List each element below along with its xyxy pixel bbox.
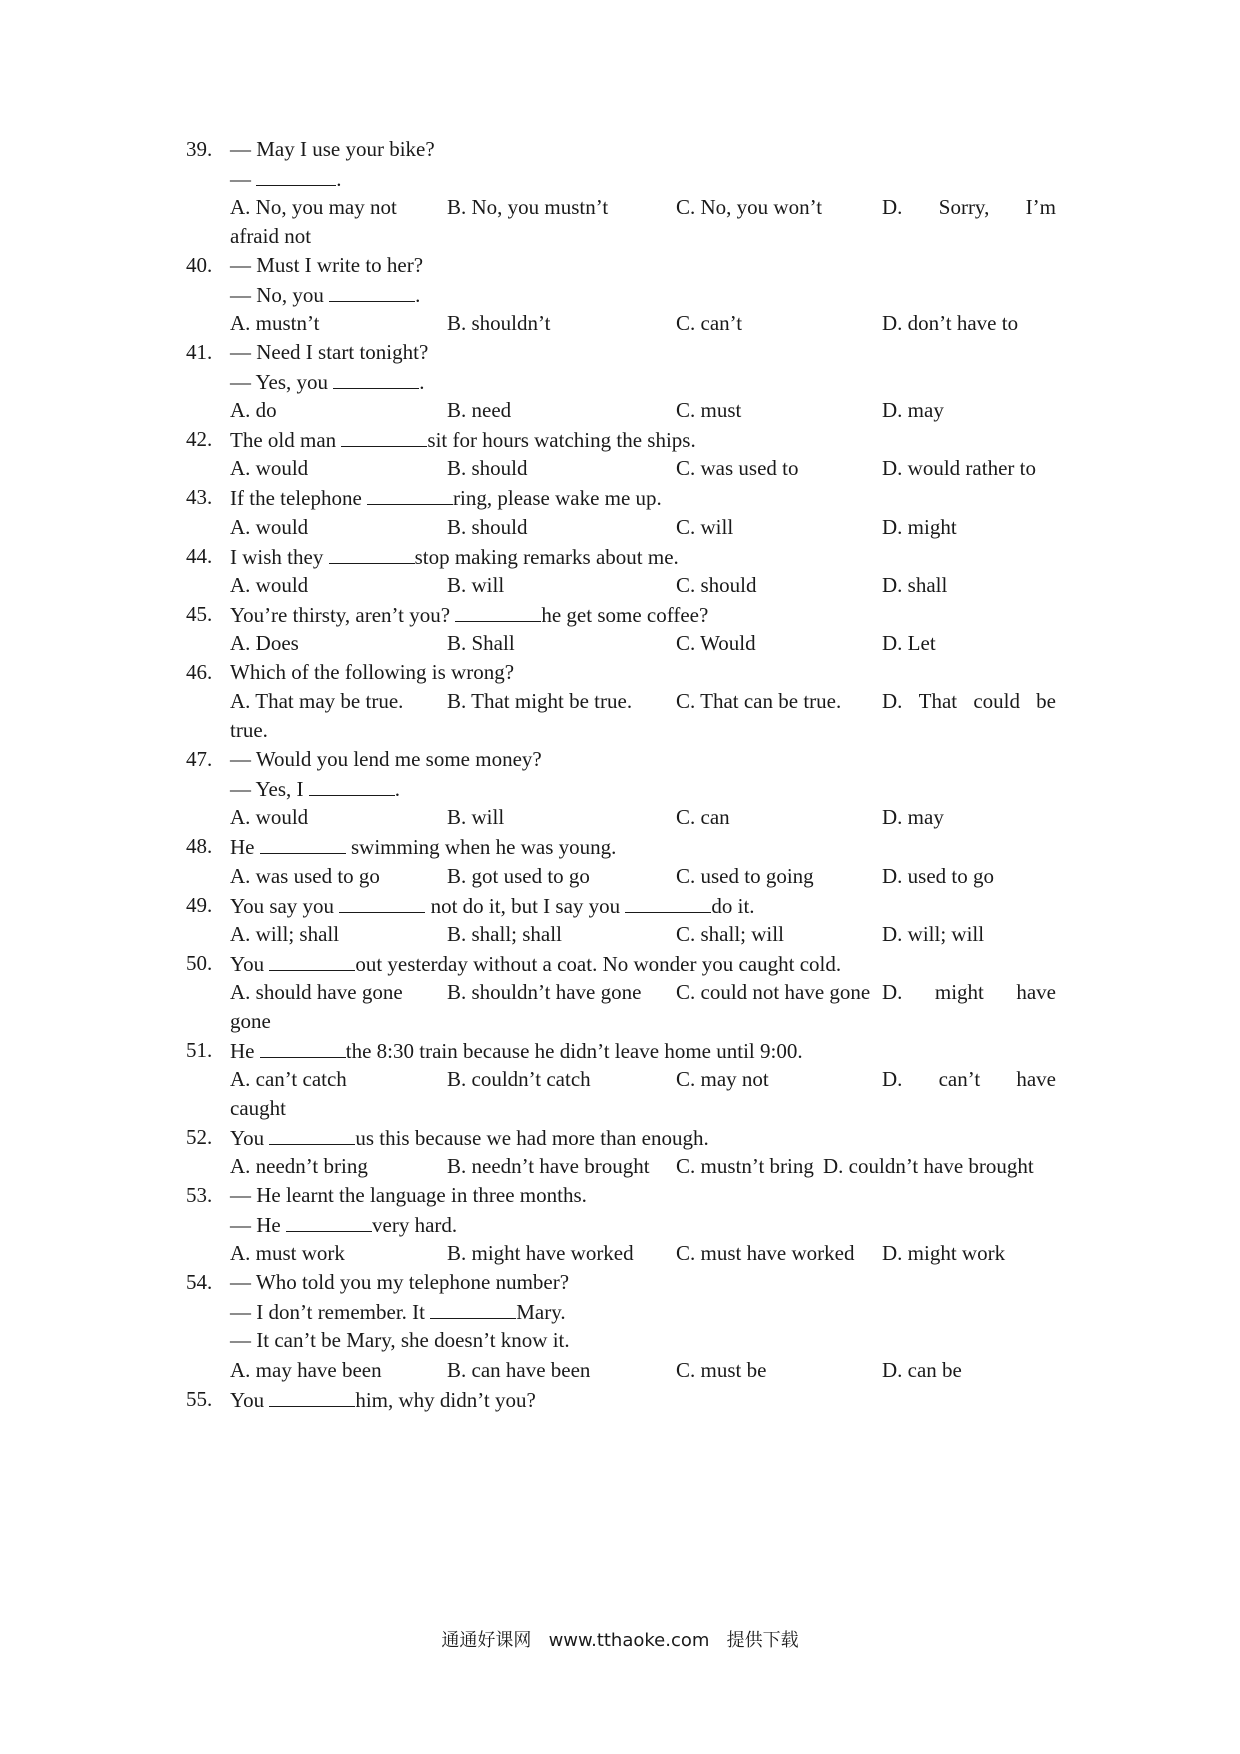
question-text (230, 482, 662, 513)
option-d: D. may (882, 805, 944, 829)
question-number: 39. (186, 137, 213, 161)
question-text (230, 948, 841, 979)
option-d-part: That (918, 689, 958, 713)
question-text: — Must I write to her? (230, 253, 424, 277)
question-text (230, 1122, 709, 1153)
option-b: B. shall; shall (447, 922, 562, 946)
answer-suffix: very hard. (372, 1213, 458, 1237)
option-c: C. That can be true. (676, 689, 842, 713)
stem-part: stop making remarks about me. (414, 545, 679, 569)
answer-line (230, 163, 342, 194)
option-b: B. need (447, 398, 512, 422)
answer-punct: . (419, 370, 425, 394)
option-c: C. could not have gone (676, 980, 871, 1004)
answer-punct: . (394, 777, 401, 801)
option-c: C. must have worked (676, 1241, 855, 1265)
question-number: 51. (186, 1038, 213, 1062)
stem-part: he get some coffee? (541, 603, 709, 627)
option-a: A. may have been (230, 1358, 382, 1382)
option-a: A. was used to go (230, 864, 380, 888)
option-b: B. Shall (447, 631, 515, 655)
option-a: A. must work (230, 1241, 345, 1265)
question-text (230, 424, 696, 455)
question-number: 50. (186, 951, 213, 975)
footer-suffix: 提供下载 (726, 1630, 799, 1651)
option-d-continued: true. (230, 718, 268, 742)
page-footer (0, 1628, 1240, 1654)
option-b: B. might have worked (447, 1241, 634, 1265)
question-text (230, 890, 755, 921)
option-d: D. shall (882, 573, 948, 597)
option-d-part: have (1016, 1067, 1056, 1091)
stem-part: the 8:30 train because he didn’t leave home until 9:00. (345, 1039, 803, 1063)
answer-prefix: — I don’t remember. It (230, 1300, 425, 1324)
dash: — (230, 167, 251, 191)
question-text: — Need I start tonight? (230, 340, 429, 364)
option-d-part: Sorry, (938, 195, 990, 219)
option-d (882, 192, 1056, 222)
stem-part: him, why didn’t you? (355, 1388, 536, 1412)
option-a: A. That may be true. (230, 689, 404, 713)
option-c: C. can (676, 805, 730, 829)
answer-prefix: — No, you (230, 283, 324, 307)
option-a: A. should have gone (230, 980, 403, 1004)
option-d: D. can be (882, 1358, 962, 1382)
answer-prefix: — Yes, I (230, 777, 304, 801)
answer-blank (329, 541, 415, 564)
answer-prefix: — He (230, 1213, 281, 1237)
question-number: 45. (186, 602, 213, 626)
answer-punct: . (415, 283, 421, 307)
question-number: 46. (186, 660, 213, 684)
question-text (230, 541, 679, 572)
option-d-part: D. (882, 1067, 903, 1091)
stem-part: do it. (711, 894, 755, 918)
answer-line (230, 1296, 566, 1327)
question-text: Which of the following is wrong? (230, 660, 515, 684)
question-text (230, 1384, 536, 1415)
option-d-part: be (1036, 689, 1056, 713)
answer-prefix: — Yes, you (230, 370, 329, 394)
stem-part: us this because we had more than enough. (355, 1126, 709, 1150)
question-number: 49. (186, 893, 213, 917)
stem-part: not do it, but I say you (430, 894, 621, 918)
option-b: B. will (447, 573, 505, 597)
question-text (230, 831, 616, 862)
stem-part: He (230, 1039, 255, 1063)
option-a: A. No, you may not (230, 195, 397, 219)
stem-part: out yesterday without a coat. No wonder you caught cold. (355, 952, 842, 976)
option-a: A. Does (230, 631, 299, 655)
option-d-continued: afraid not (230, 224, 312, 248)
answer-line (230, 773, 400, 804)
option-d-continued: caught (230, 1096, 286, 1120)
option-d: D. may (882, 398, 944, 422)
option-c: C. was used to (676, 456, 799, 480)
option-a: A. do (230, 398, 277, 422)
question-number: 41. (186, 340, 213, 364)
answer-blank (260, 831, 346, 854)
option-a: A. needn’t bring (230, 1154, 368, 1178)
stem-part: You (230, 952, 265, 976)
option-d: D. couldn’t have brought (823, 1154, 1034, 1178)
answer-line (230, 1209, 457, 1240)
option-c: C. mustn’t bring (676, 1154, 814, 1178)
answer-punct: . (336, 167, 342, 191)
option-d-part: can’t (938, 1067, 981, 1091)
option-d-part: might (934, 980, 984, 1004)
option-d-part: D. (882, 195, 903, 219)
footer-url: www.tthaoke.com (548, 1630, 710, 1651)
option-a: A. mustn’t (230, 311, 320, 335)
option-c: C. must (676, 398, 742, 422)
option-b: B. needn’t have brought (447, 1154, 650, 1178)
stem-part: ring, please wake me up. (453, 486, 662, 510)
question-number: 52. (186, 1125, 213, 1149)
stem-part: You (230, 1388, 265, 1412)
answer-blank (430, 1296, 516, 1319)
question-number: 53. (186, 1183, 213, 1207)
option-a: A. would (230, 515, 309, 539)
option-d: D. will; will (882, 922, 985, 946)
answer-line (230, 279, 420, 310)
option-d-part: I’m (1025, 195, 1056, 219)
option-b: B. shouldn’t have gone (447, 980, 642, 1004)
question-text: — He learnt the language in three months. (230, 1183, 587, 1207)
option-b: B. should (447, 515, 528, 539)
stem-part: The old man (230, 428, 337, 452)
option-d: D. might work (882, 1241, 1006, 1265)
option-c: C. will (676, 515, 734, 539)
question-text: — Would you lend me some money? (230, 747, 542, 771)
option-a: A. will; shall (230, 922, 340, 946)
option-b: B. That might be true. (447, 689, 633, 713)
option-d-part: D. (882, 980, 903, 1004)
stem-part: sit for hours watching the ships. (427, 428, 696, 452)
option-d (882, 686, 1056, 716)
option-d (882, 977, 1056, 1007)
stem-part: You’re thirsty, aren’t you? (230, 603, 451, 627)
option-a: A. would (230, 573, 309, 597)
answer-blank (333, 366, 419, 389)
answer-blank (260, 1035, 346, 1058)
answer-blank (329, 279, 415, 302)
answer-blank (269, 1384, 355, 1407)
answer-blank (341, 424, 427, 447)
option-d (882, 1064, 1056, 1094)
option-d: D. Let (882, 631, 936, 655)
question-number: 48. (186, 834, 213, 858)
option-d: D. would rather to (882, 456, 1036, 480)
answer-suffix: Mary. (516, 1300, 566, 1324)
stem-part: swimming when he was young. (351, 835, 617, 859)
answer-blank (455, 599, 541, 622)
answer-line (230, 366, 425, 397)
answer-blank (269, 948, 355, 971)
question-number: 47. (186, 747, 213, 771)
question-number: 44. (186, 544, 213, 568)
question-number: 54. (186, 1270, 213, 1294)
footer-site-name: 通通好课网 (441, 1630, 532, 1651)
answer-blank (286, 1209, 372, 1232)
option-d: D. used to go (882, 864, 994, 888)
option-c: C. used to going (676, 864, 814, 888)
stem-part: If the telephone (230, 486, 362, 510)
option-d-part: could (973, 689, 1020, 713)
question-number: 42. (186, 427, 213, 451)
option-d-part: D. (882, 689, 903, 713)
stem-part: You (230, 1126, 265, 1150)
option-b: B. shouldn’t (447, 311, 551, 335)
option-c: C. can’t (676, 311, 743, 335)
option-b: B. should (447, 456, 528, 480)
stem-part: You say you (230, 894, 335, 918)
option-b: B. got used to go (447, 864, 590, 888)
option-c: C. may not (676, 1067, 769, 1091)
option-c: C. must be (676, 1358, 767, 1382)
answer-blank (339, 890, 425, 913)
option-d-part: have (1016, 980, 1056, 1004)
stem-part: I wish they (230, 545, 324, 569)
question-number: 40. (186, 253, 213, 277)
option-c: C. No, you won’t (676, 195, 823, 219)
answer-blank (625, 890, 711, 913)
question-text (230, 599, 708, 630)
option-d-continued: gone (230, 1009, 271, 1033)
answer-blank (309, 773, 395, 796)
dialogue-line: — It can’t be Mary, she doesn’t know it. (230, 1328, 570, 1352)
question-text: — Who told you my telephone number? (230, 1270, 570, 1294)
answer-blank (367, 482, 453, 505)
question-number: 43. (186, 485, 213, 509)
option-b: B. can have been (447, 1358, 591, 1382)
option-a: A. would (230, 805, 309, 829)
stem-part: He (230, 835, 255, 859)
option-d: D. don’t have to (882, 311, 1019, 335)
question-text: — May I use your bike? (230, 137, 435, 161)
option-c: C. should (676, 573, 757, 597)
option-a: A. would (230, 456, 309, 480)
option-b: B. will (447, 805, 505, 829)
option-b: B. couldn’t catch (447, 1067, 591, 1091)
answer-blank (269, 1122, 355, 1145)
option-d: D. might (882, 515, 957, 539)
option-c: C. Would (676, 631, 756, 655)
question-text (230, 1035, 803, 1066)
option-b: B. No, you mustn’t (447, 195, 609, 219)
option-a: A. can’t catch (230, 1067, 347, 1091)
answer-blank (256, 163, 336, 186)
question-number: 55. (186, 1387, 213, 1411)
option-c: C. shall; will (676, 922, 784, 946)
